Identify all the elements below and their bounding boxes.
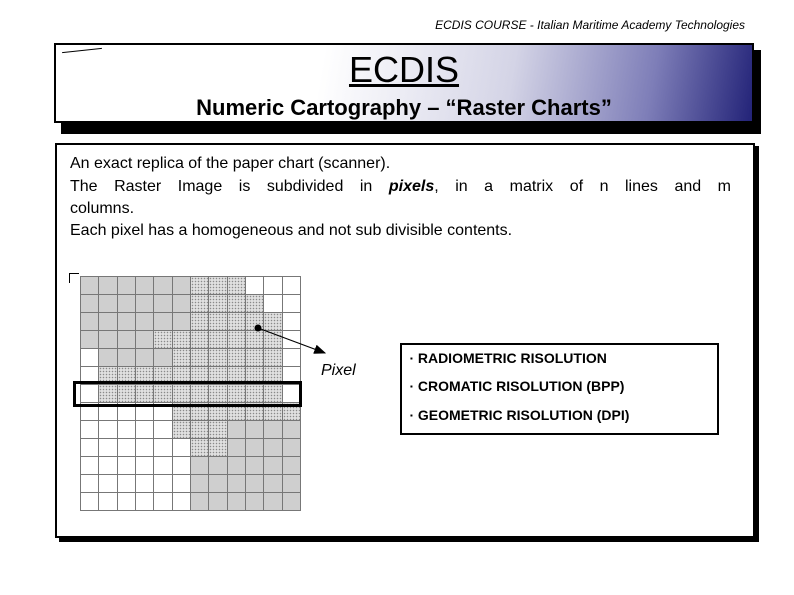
pixel-cell [81, 475, 99, 493]
pixel-cell [99, 475, 117, 493]
resolution-item [410, 378, 624, 394]
pixel-cell [228, 475, 246, 493]
pixel-cell [154, 439, 172, 457]
pixel-cell [283, 439, 301, 457]
pixel-cell [136, 439, 154, 457]
pixel-cell [173, 457, 191, 475]
pixel-cell [264, 457, 282, 475]
pixel-cell [118, 475, 136, 493]
pixel-cell [246, 439, 264, 457]
pixel-cell [191, 421, 209, 439]
pixel-cell [118, 457, 136, 475]
pixel-cell [209, 457, 227, 475]
pixel-cell [228, 493, 246, 511]
pixel-cell [228, 457, 246, 475]
pixel-cell [118, 493, 136, 511]
pixel-cell [209, 493, 227, 511]
pixel-cell [136, 421, 154, 439]
pixel-label: Pixel [321, 362, 356, 379]
title-banner [54, 43, 754, 123]
bullet-icon: ▪ [410, 354, 413, 363]
pixel-cell [173, 421, 191, 439]
pixel-cell [246, 475, 264, 493]
pixel-cell [118, 439, 136, 457]
pixels-term: pixels [388, 178, 435, 195]
body-line-1: An exact replica of the paper chart (scanner). [70, 155, 391, 172]
pixel-cell [264, 439, 282, 457]
pixel-cell [99, 493, 117, 511]
pixel-cell [136, 475, 154, 493]
pixel-cell [283, 421, 301, 439]
pixel-cell [209, 475, 227, 493]
pixel-cell [246, 457, 264, 475]
pixel-cell [118, 421, 136, 439]
pixel-cell [283, 475, 301, 493]
resolution-item-label: CROMATIC RISOLUTION (BPP) [417, 378, 625, 394]
pixel-cell [191, 475, 209, 493]
pixel-cell [191, 439, 209, 457]
pixel-cell [228, 421, 246, 439]
pixel-cell [246, 421, 264, 439]
body-line-2-a: The Raster Image is subdivided in [70, 178, 389, 195]
pixel-cell [264, 421, 282, 439]
pixel-cell [283, 457, 301, 475]
pixel-arrow-line [258, 328, 325, 353]
slide-title: ECDIS [348, 49, 460, 90]
resolution-list [400, 343, 719, 435]
course-header-note: ECDIS COURSE - Italian Maritime Academy Technologies [435, 18, 745, 32]
pixel-cell [264, 493, 282, 511]
pixel-cell [81, 421, 99, 439]
pixel-cell [136, 457, 154, 475]
pixel-cell [81, 493, 99, 511]
pixel-cell [81, 439, 99, 457]
body-line-2-c: , in a matrix of n lines and m [434, 178, 731, 195]
pixel-cell [154, 475, 172, 493]
pixel-cell [136, 493, 154, 511]
pixel-cell [81, 457, 99, 475]
pixel-cell [99, 439, 117, 457]
pixel-cell [154, 493, 172, 511]
pixel-cell [99, 457, 117, 475]
resolution-item [410, 350, 607, 366]
body-line-3: columns. [70, 200, 135, 217]
resolution-item [410, 407, 629, 423]
content-panel [55, 143, 755, 538]
pixel-cell [99, 421, 117, 439]
pixel-cell [173, 493, 191, 511]
pixel-cell [228, 439, 246, 457]
pixel-cell [173, 439, 191, 457]
body-line-4: Each pixel has a homogeneous and not sub divisible contents. [70, 222, 513, 239]
pixel-cell [173, 475, 191, 493]
resolution-item-label: GEOMETRIC RISOLUTION (DPI) [417, 407, 630, 423]
pixel-cell [191, 493, 209, 511]
pixel-cell [154, 457, 172, 475]
pixel-cell [283, 493, 301, 511]
pixel-cell [209, 421, 227, 439]
resolution-item-label: RADIOMETRIC RISOLUTION [417, 350, 607, 366]
bullet-icon: ▪ [410, 382, 413, 391]
slide-subtitle: Numeric Cartography – “Raster Charts” [196, 95, 612, 120]
pixel-cell [191, 457, 209, 475]
pixel-cell [154, 421, 172, 439]
pixel-cell [246, 493, 264, 511]
pixel-cell [209, 439, 227, 457]
bullet-icon: ▪ [410, 411, 413, 420]
pixel-cell [264, 475, 282, 493]
